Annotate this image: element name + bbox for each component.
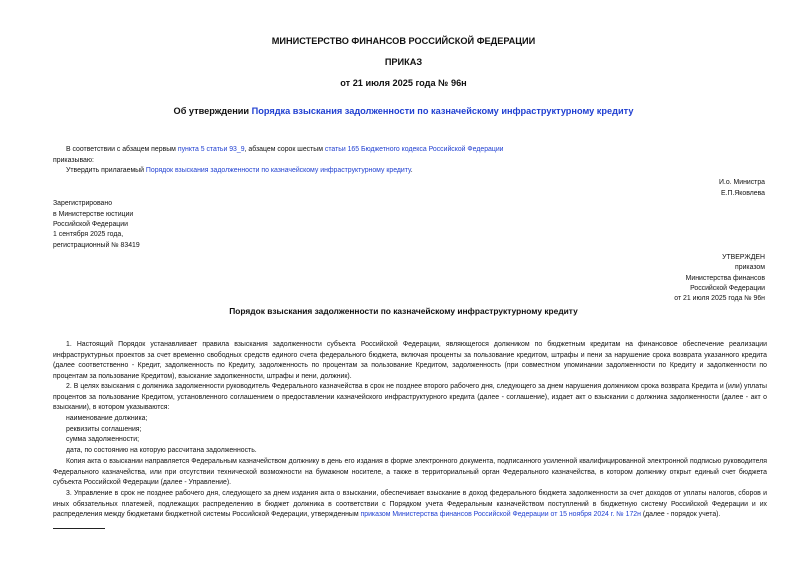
signature-role: И.о. Министра <box>718 179 765 186</box>
approval-line: Российской Федерации <box>690 285 765 292</box>
list-item: дата, по состоянию на которую рассчитана задолженность. <box>66 447 257 454</box>
list-item: наименование должника; <box>66 415 148 422</box>
ministry-heading: МИНИСТЕРСТВО ФИНАНСОВ РОССИЙСКОЙ ФЕДЕРАЦИИ <box>271 36 536 46</box>
item-3-text: 3. Управление в срок не позднее рабочего дня, следующего за днем издания акта о взыскании, обеспечивает взыскание в доход федерального бюджета задолженности за счет доходов от уплаты налогов, сборов и иных обязательных платежей, подлежащих распределению в бюджет должника в соответствии с Порядком учета Федеральным казначейством поступлений в бюджетную систему Российской Федерации и их распределения между бюджетами бюджетной системы Российской Федерации, утвержденным <box>53 490 767 519</box>
link-procedure[interactable]: Порядок взыскания задолженности по казначейскому инфраструктурному кредиту <box>145 167 411 174</box>
preamble-text: В соответствии с абзацем первым <box>66 146 178 153</box>
preamble-order-word: приказываю: <box>53 157 94 164</box>
registration-line: Российской Федерации <box>53 221 128 228</box>
procedure-item-2: 2. В целях взыскания с должника задолженности руководитель Федерального казначейства в срок не позднее второго рабочего дня, следующего за днем нарушения должником срока возврата Кредита и (или) уплаты процентов за пользование Кредитом, установленного соглашением о предоставлении казначейского инфраструктурного кредита (далее - соглашение), издает акт о взыскании с должника задолженности (далее - акт о взыскании), в котором указываются: <box>53 383 767 412</box>
preamble-basis <box>66 145 504 156</box>
preamble-text: , абзацем сорок шестым <box>244 146 325 153</box>
procedure-item-1: 1. Настоящий Порядок устанавливает правила взыскания задолженности субъекта Российской Федерации, являющегося должником по бюджетным кредитам на финансовое обеспечение реализации инфраструктурных проектов за счет временно свободных средств единого счета федерального бюджета, включая проценты за пользование кредитом, штрафы и пени за нарушение срока возврата указанного кредита (далее соответственно - Кредит, задолженность по Кредиту, задолженность по процентам за пользование Кредитом, задолженность (при совместном упоминании задолженности по Кредиту и задолженности по процентам за пользование Кредитом), взыскание задолженности, штрафы и пени, должник). <box>53 341 767 380</box>
approval-line: УТВЕРЖДЕН <box>722 254 765 261</box>
list-item: реквизиты соглашения; <box>66 426 142 433</box>
preamble-text: . <box>410 167 413 174</box>
approval-line: приказом <box>735 264 765 271</box>
procedure-item-3 <box>53 489 767 521</box>
approval-line: Министерства финансов <box>685 275 765 282</box>
registration-line: в Министерстве юстиции <box>53 211 134 218</box>
approval-line: от 21 июля 2025 года № 96н <box>674 295 765 302</box>
footnote-divider <box>53 528 105 529</box>
preamble-approve <box>66 166 413 177</box>
order-subject-prefix: Об утверждении <box>173 106 252 116</box>
signature-name: Е.П.Яковлева <box>720 190 765 197</box>
registration-line: Зарегистрировано <box>53 200 113 207</box>
preamble-text: Утвердить прилагаемый <box>66 167 146 174</box>
registration-number: регистрационный № 83419 <box>53 242 140 249</box>
link-order-172n[interactable]: приказом Министерства финансов Российской Федерации от 15 ноября 2024 г. № 172н <box>360 511 641 519</box>
copy-paragraph: Копия акта о взыскании направляется Федеральным казначейством должнику в день его издания в форме электронного документа, подписанного усиленной квалифицированной электронной подписью руководителя Федерального казначейства, или при отсутствии технической возможности на бумажном носителе, а также в территориальный орган Федерального казначейства, в котором должнику открыт единый счет бюджета субъекта Российской Федерации (далее - Управление). <box>53 458 767 487</box>
link-budget-code-article-165[interactable]: статьи 165 Бюджетного кодекса Российской Федерации <box>324 146 504 153</box>
order-date-number: от 21 июля 2025 года № 96н <box>340 78 467 88</box>
document-type: ПРИКАЗ <box>384 57 423 67</box>
order-subject-link[interactable]: Порядка взыскания задолженности по казначейскому инфраструктурному кредиту <box>251 106 634 116</box>
link-article-93-9[interactable]: пункта 5 статьи 93_9 <box>177 146 245 153</box>
registration-line: 1 сентября 2025 года, <box>53 231 124 238</box>
list-item: сумма задолженности; <box>66 436 139 443</box>
procedure-title: Порядок взыскания задолженности по казначейскому инфраструктурному кредиту <box>229 306 578 316</box>
order-subject <box>0 106 807 116</box>
item-3-text: (далее - порядок учета). <box>640 511 721 519</box>
